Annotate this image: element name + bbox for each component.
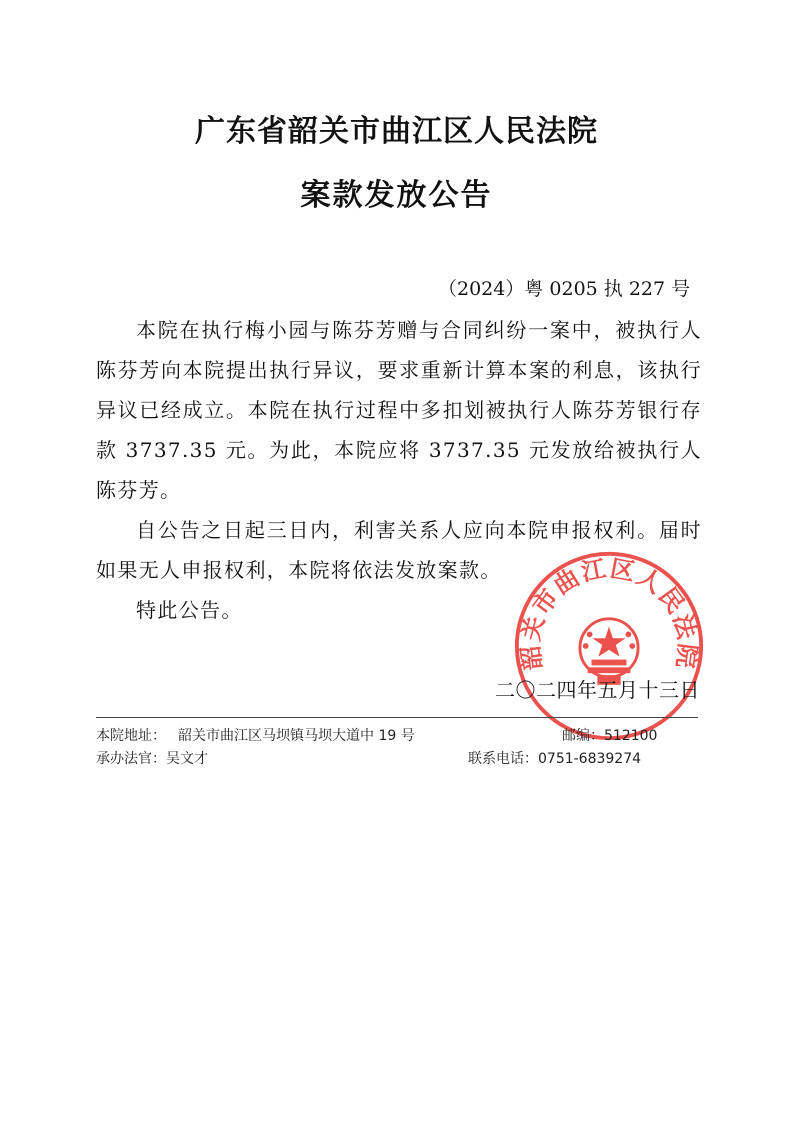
court-seal bbox=[512, 549, 706, 743]
address-value: 韶关市曲江区马坝镇马坝大道中 19 号 bbox=[178, 728, 415, 744]
court-name: 广东省韶关市曲江区人民法院 bbox=[195, 114, 598, 149]
case-number: （2024）粤 0205 执 227 号 bbox=[438, 278, 691, 300]
presiding-judge: 承办法官：吴文才 bbox=[96, 751, 208, 767]
footer-divider bbox=[96, 717, 698, 718]
seal-text: 韶关市曲江区人民法院 bbox=[515, 553, 703, 672]
issue-date: 二〇二四年五月十三日 bbox=[495, 678, 700, 702]
address-label: 本院地址： bbox=[96, 728, 166, 744]
body-paragraph-2: 自公告之日起三日内，利害关系人应向本院申报权利。届时如果无人申报权利，本院将依法发放案款。 bbox=[96, 518, 702, 582]
body-paragraph-1: 本院在执行梅小园与陈芬芳赠与合同纠纷一案中，被执行人陈芬芳向本院提出执行异议，要求重新计算本案的利息，该执行异议已经成立。本院在执行过程中多扣划被执行人陈芬芳银行存款 3737.35 元。为此，本院应将 3737.35 元发放给被执行人陈芬芳。 bbox=[96, 318, 702, 502]
notice-title: 案款发放公告 bbox=[300, 178, 493, 213]
postcode: 邮编：512100 bbox=[562, 728, 658, 744]
contact-phone: 联系电话：0751-6839274 bbox=[468, 751, 642, 767]
body-paragraph-3: 特此公告。 bbox=[136, 598, 243, 622]
